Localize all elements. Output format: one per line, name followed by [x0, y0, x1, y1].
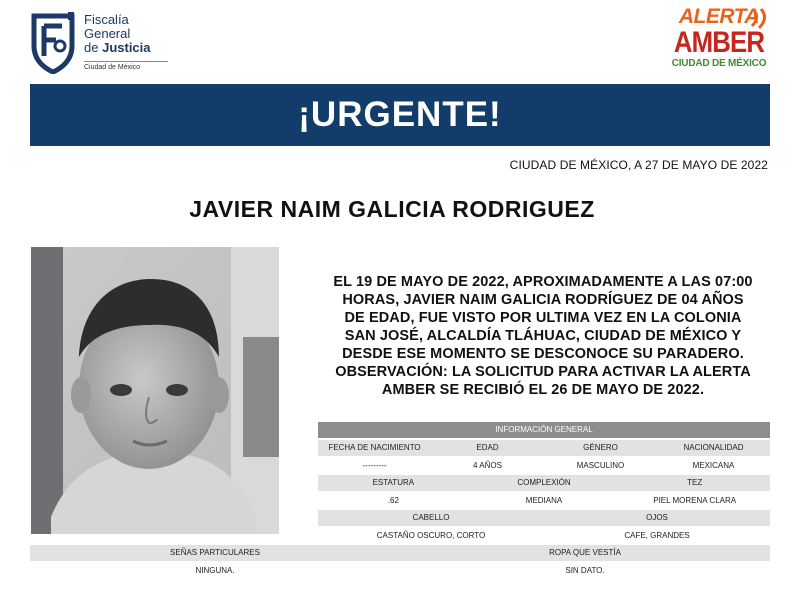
- agency-line-3-pre: de: [84, 40, 99, 55]
- date-line: CIUDAD DE MÉXICO, A 27 DE MAYO DE 2022: [509, 158, 768, 172]
- label-age: EDAD: [476, 443, 499, 452]
- info-row4-values: [30, 563, 770, 579]
- label-hair: CABELLO: [412, 513, 450, 522]
- narrative-line: DESDE ESE MOMENTO SE DESCONOCE SU PARADERO.: [342, 346, 744, 362]
- narrative-line: AMBER SE RECIBIÓ EL 26 DE MAYO DE 2022.: [381, 382, 705, 398]
- amber-line-2: AMBER: [673, 26, 765, 59]
- fgj-shield-icon: [30, 12, 76, 74]
- label-build: COMPLEXIÓN: [517, 478, 571, 487]
- label-birthdate: FECHA DE NACIMIENTO: [328, 443, 421, 452]
- label-height: ESTATURA: [372, 478, 415, 487]
- value-nationality: MEXICANA: [692, 461, 735, 470]
- narrative-line: SAN JOSÉ, ALCALDÍA TLÁHUAC, CIUDAD DE MÉXICO Y: [344, 328, 742, 344]
- info-row1-labels: [318, 440, 770, 456]
- fgj-logo: [30, 12, 168, 76]
- info-title-row: [318, 422, 770, 438]
- value-marks: NINGUNA.: [195, 566, 235, 575]
- missing-child-photo: [31, 247, 279, 534]
- label-clothing: ROPA QUE VESTÍA: [549, 548, 621, 557]
- amber-line-3: CIUDAD DE MÉXICO: [671, 58, 767, 69]
- label-skin: TEZ: [687, 478, 703, 487]
- value-clothing: SIN DATO.: [565, 566, 605, 575]
- agency-city: Ciudad de México: [84, 61, 168, 72]
- value-height: .62: [387, 496, 399, 505]
- label-eyes: OJOS: [646, 513, 668, 522]
- value-age: 4 AÑOS: [473, 461, 502, 470]
- agency-line-2: General: [84, 26, 131, 41]
- person-name: JAVIER NAIM GALICIA RODRIGUEZ: [189, 196, 595, 222]
- agency-line-3-strong: Justicia: [102, 40, 151, 55]
- value-hair: CASTAÑO OSCURO, CORTO: [376, 531, 486, 540]
- urgent-banner-text: ¡URGENTE!: [298, 95, 502, 134]
- alerta-amber-logo: [664, 6, 774, 80]
- value-eyes: CAFE, GRANDES: [624, 531, 690, 540]
- narrative-line: HORAS, JAVIER NAIM GALICIA RODRÍGUEZ DE 04 AÑOS: [342, 292, 744, 308]
- label-marks: SEÑAS PARTICULARES: [170, 548, 260, 557]
- info-row2-labels: [318, 475, 770, 491]
- narrative-line: EL 19 DE MAYO DE 2022, APROXIMADAMENTE A LAS 07:00: [333, 274, 753, 290]
- info-title: INFORMACIÓN GENERAL: [495, 425, 593, 434]
- narrative-line: DE EDAD, FUE VISTO POR ULTIMA VEZ EN LA COLONIA: [344, 310, 742, 326]
- info-row2-values: [318, 493, 770, 509]
- label-gender: GÉNERO: [583, 443, 618, 452]
- value-birthdate: ---------: [362, 461, 387, 470]
- narrative-line: OBSERVACIÓN: LA SOLICITUD PARA ACTIVAR LA ALERTA: [335, 364, 751, 380]
- amber-line-1: ALERTA: [678, 5, 760, 28]
- label-nationality: NACIONALIDAD: [683, 443, 744, 452]
- info-row3-values: [318, 528, 770, 544]
- value-skin: PIEL MORENA CLARA: [653, 496, 737, 505]
- info-row3-labels: [318, 510, 770, 526]
- urgent-banner: [30, 84, 770, 146]
- value-gender: MASCULINO: [576, 461, 625, 470]
- info-row1-values: [318, 458, 770, 474]
- case-narrative: [316, 273, 770, 399]
- agency-line-1: Fiscalía: [84, 12, 129, 27]
- value-build: MEDIANA: [525, 496, 563, 505]
- info-row4-labels: [30, 545, 770, 561]
- child-portrait-image: [31, 247, 279, 534]
